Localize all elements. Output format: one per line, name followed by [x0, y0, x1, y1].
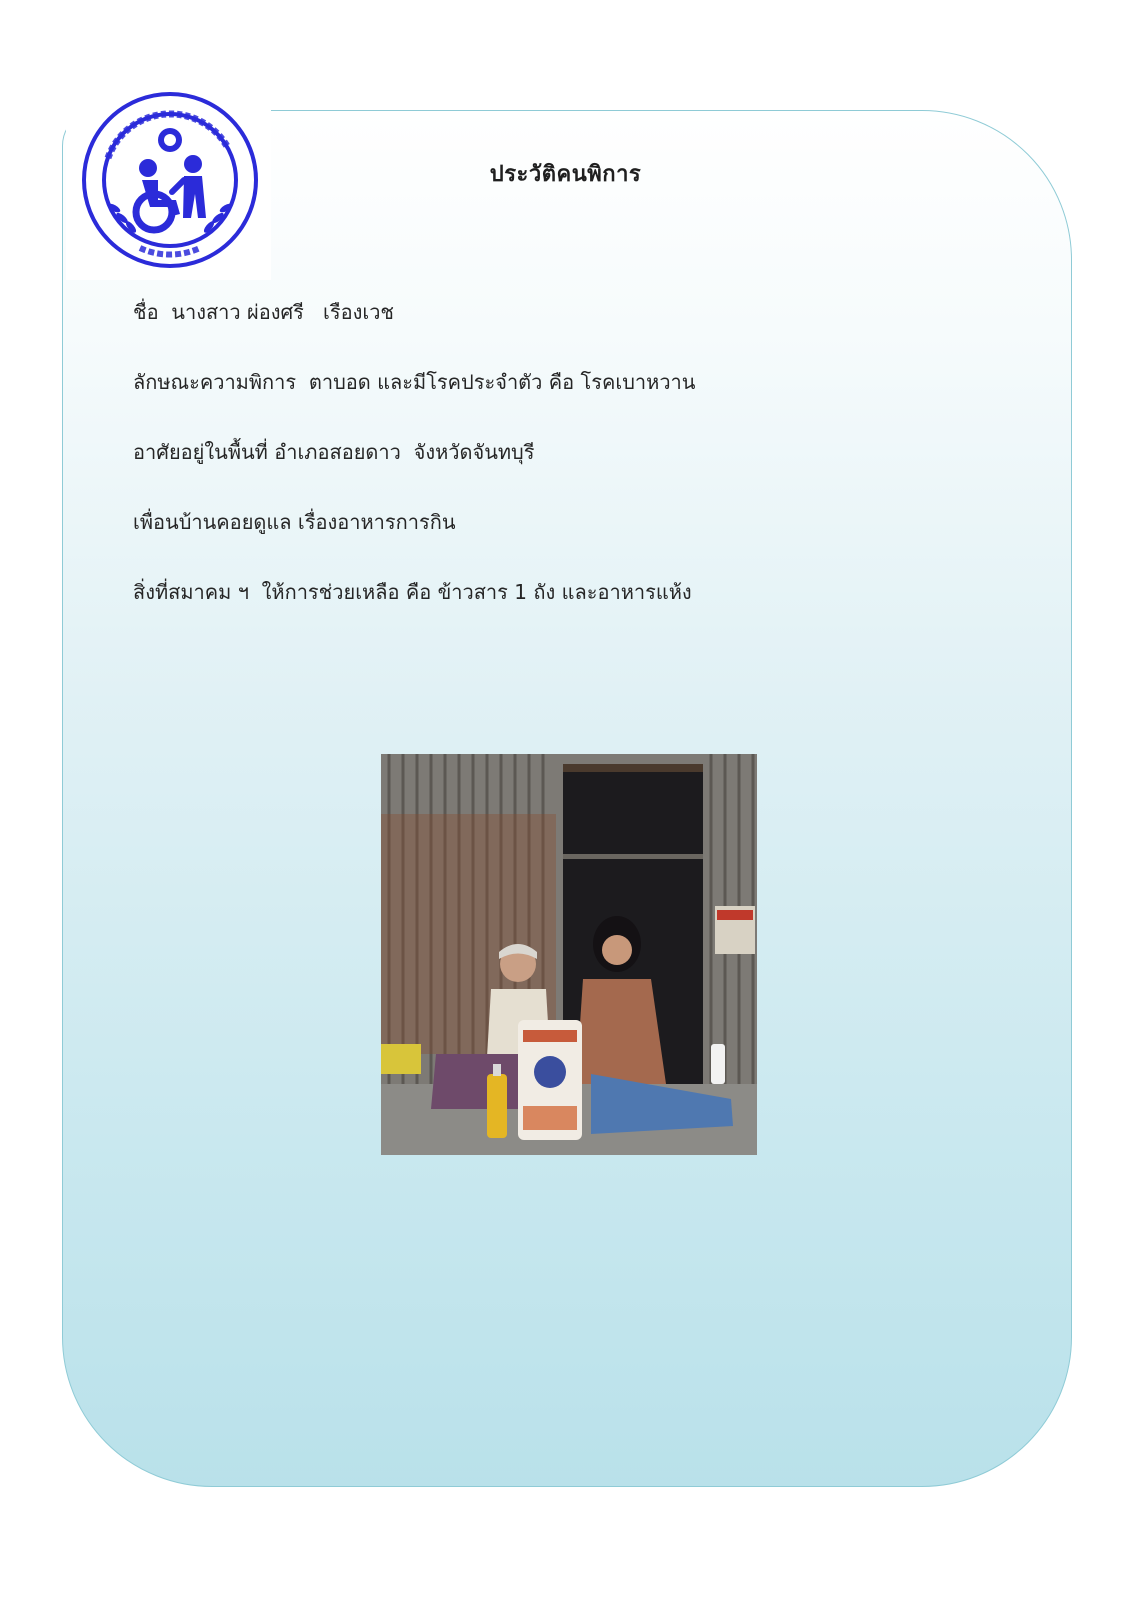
- disability-description: ลักษณะความพิการ ตาบอด และมีโรคประจำตัว คือ โรคเบาหวาน: [133, 370, 696, 394]
- residence-area: อาศัยอยู่ในพื้นที่ อำเภอสอยดาว จังหวัดจันทบุรี: [133, 440, 535, 464]
- person-name: ชื่อ นางสาว ผ่องศรี เรืองเวช: [133, 300, 394, 324]
- caregiver-info: เพื่อนบ้านคอยดูแล เรื่องอาหารการกิน: [133, 510, 456, 534]
- assistance-provided: สิ่งที่สมาคม ฯ ให้การช่วยเหลือ คือ ข้าวสาร 1 ถัง และอาหารแห้ง: [133, 580, 692, 604]
- assistance-photo: [381, 754, 757, 1155]
- page-title: ประวัติคนพิการ: [489, 162, 642, 187]
